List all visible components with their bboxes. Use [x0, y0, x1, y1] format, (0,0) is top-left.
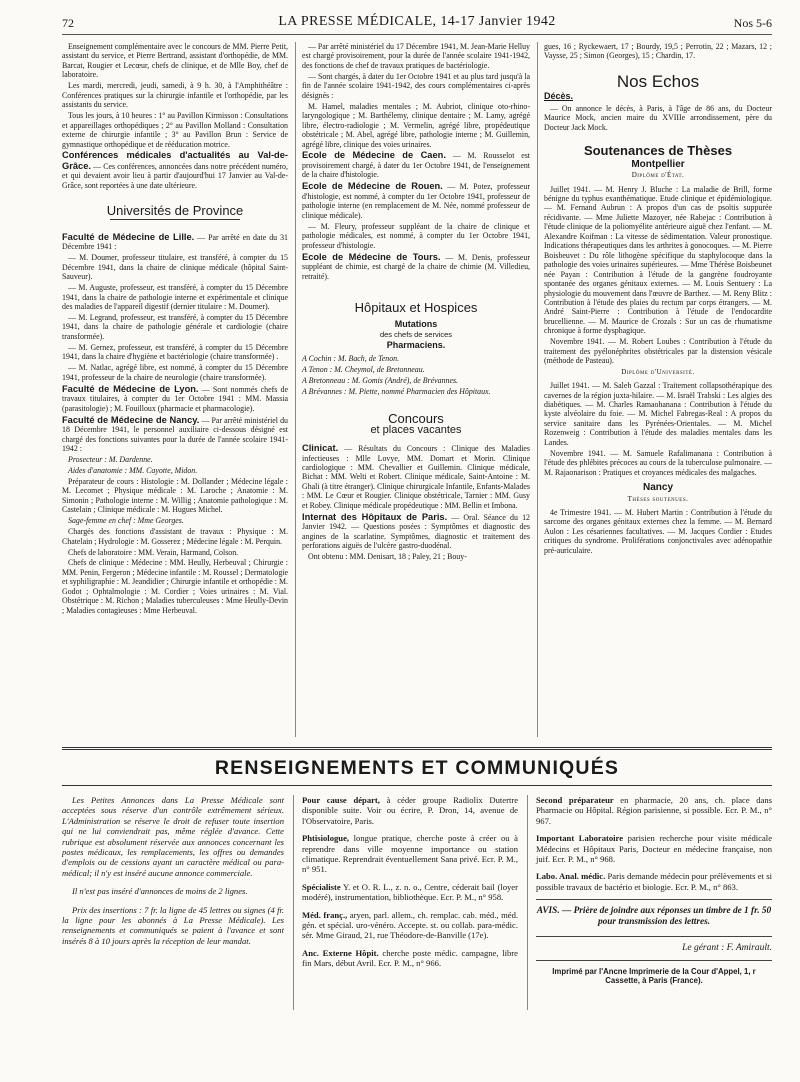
gerant-signature: Le gérant : F. Amirault.: [682, 943, 772, 954]
paragraph: — Par arrêté ministériel du 17 Décembre 1941, M. Jean-Marie Helluy est chargé provisoirement, pour la durée de l'année scolaire 1941-1942, des fonctions de chef de travaux pratiques de bactériologie.: [302, 42, 530, 70]
subheading: Conférences médicales d'actualités au Val-de-Grâce.: [62, 150, 288, 171]
ads-notice-column: [62, 795, 284, 954]
paragraph: — M. Doumer, professeur titulaire, est transféré, à compter du 15 Décembre 1941, dans la chaire de clinique médicale (hôpital Saint-Sauveur).: [62, 253, 288, 282]
section-title-concours: Concours: [388, 411, 444, 427]
classified-ad: Anc. Externe Hôpit. cherche poste médic. campagne, libre fin Mars, début Avril. Ecr. P. M., n° 966.: [302, 947, 518, 969]
printer-credit: Imprimé par l'Ancne Imprimerie de la Cour d'Appel, 1, r Cassette, à Paris (France).: [552, 966, 756, 986]
section-title-theses: Soutenances de Thèses: [583, 143, 733, 159]
classified-ad: Spécialiste Y. et O. R. L., z. n. o., Centre, céderait bail (loyer modéré), instrumentation, bibliothèque. Ecr. P. M., n° 958.: [302, 881, 518, 903]
avis-notice: AVIS. — Prière de joindre aux réponses un timbre de 1 fr. 50 pour transmission des lettres.: [536, 906, 772, 928]
paragraph: Chargés des fonctions d'assistant de travaux : Physique : M. Chatelain ; Hydrologie : M. Gosserez ; Médecine légale : M. Perquin.: [62, 527, 288, 546]
horizontal-rule: [62, 785, 772, 786]
classified-ad: Phtisiologue, longue pratique, cherche poste à créer ou à reprendre dans ville moyenne importance ou station climatique. Reprendrait éventuellement Sana privé. Ecr. P. M., n° 951.: [302, 833, 518, 875]
paragraph: Aides d'anatomie : MM. Cayotte, Midon.: [68, 465, 198, 475]
classified-ad: Important Laboratoire parisien recherche pour visite médicale Médecins et Hôpitaux Paris, Docteur en médecine française, non juif. Ecr. P. M., n° 968.: [536, 833, 773, 865]
issue-number: Nos 5-6: [733, 16, 772, 30]
column-divider: [537, 42, 538, 737]
subheading-deces: Décès.: [544, 91, 574, 102]
subheading: Internat des Hôpitaux de Paris.: [302, 511, 448, 522]
paragraph: Ont obtenu : MM. Denisart, 18 ; Paley, 21 ; Bouy-: [308, 552, 467, 562]
paragraph: — M. Legrand, professeur, est transféré, à compter du 15 Décembre 1941, dans la chaire de pathologie générale et cardiologie (chaire transformée).: [62, 313, 288, 341]
paragraph: Chefs de laboratoire : MM. Verain, Harmand, Colson.: [68, 547, 239, 557]
paragraph: — M. Gernez, professeur, est transféré, à compter du 15 Décembre 1941, dans la chaire d'hygiène et bactériologie (chaire transformée) .: [62, 342, 288, 362]
subheading: Faculté de Médecine de Lille.: [62, 231, 195, 242]
column-3: [544, 42, 772, 557]
ads-column-2: [302, 795, 518, 976]
paragraph: — Ces conférences, annoncées dans notre précédent numéro, et qui devaient avoir lieu à partir d'aujourd'hui 17 Janvier au Val-de-Grâce, sont reportées à une date ultérieure.: [62, 161, 288, 190]
divider: [536, 899, 772, 900]
classified-ad: Pour cause départ, à céder groupe Radiolix Dutertre disponible suite. Voir ou écrire, P. Dron, 14, avenue de l'Observatoire, Paris.: [302, 795, 519, 826]
bottom-columns: [62, 795, 772, 1025]
paragraph: A Bretonneau : M. Gomis (André), de Brévannes.: [302, 375, 459, 385]
paragraph: Novembre 1941. — M. Robert Loubes : Contribution à l'étude du traitement des pyélonéphrites obstétricales par la distension vésicale (méthode de Pasteau).: [544, 337, 772, 366]
paragraph: 4e Trimestre 1941. — M. Hubert Martin : Contribution à l'étude du sarcome des organes génitaux externes chez la femme. — M. Bernard Aulon : Les césariennes facultatives. — M. Jacques Cordier : Etudes critiques du syndrome. Proliférations conjonctivales avec adénopathie pré-auriculaire.: [544, 508, 772, 555]
paragraph: — M. Natlac, agrégé libre, est nommé, à compter du 15 Décembre 1941, professeur de la chaire de neurologie (chaire transformée).: [62, 363, 288, 382]
column-divider: [295, 42, 296, 737]
paragraph: Les mardi, mercredi, jeudi, samedi, à 9 h. 30, à l'Amphithéâtre : Conférences pratiques sur la chirurgie infantile et l'orthopédie, par les assistants du service.: [62, 81, 288, 110]
diploma-label: Diplôme d'État.: [631, 171, 685, 180]
subheading: Ecole de Médecine de Tours.: [302, 251, 441, 262]
page-number: 72: [62, 16, 74, 30]
paragraph: Sage-femme en chef : Mme Georges.: [68, 516, 184, 526]
paragraph: A Tenon : M. Cheymol, de Bretonneau.: [302, 364, 425, 374]
paragraph: Les Petites Annonces dans La Presse Médicale sont acceptées sous réserve d'un contrôle extrêmement sérieux. L'Administration se réserve le droit de refuser toute insertion qui ne lui conviendrait pas, même réglée d'avance. Cette rubrique est absolument réservée aux annonces concernant les postes médicaux, les remplacements, les offres ou demandes d'emplois ou de cessions ayant un caractère médical ou para-médical; il n'y est inséré aucune annonce commerciale.: [62, 795, 284, 878]
paragraph: Chefs de clinique : Médecine : MM. Heully, Herbeuval ; Chirurgie : MM. Penin, Fergeron ; Médecine infantile : M. Roussel ; Dermatologie et syphiligraphie : M. Jeandidier ; Chirurgie infantile et orthopédie : M. Godot ; Ophtalmologie : M. Cordier ; Voies urinaires : M. Vial. Obstétrique : M. Richon ; Maladies tuberculeuses : Mme Heully-Devin ; Maladies contagieuses : Mme Herbeuval.: [62, 558, 288, 615]
paragraph: Novembre 1941. — M. Samuele Rafalimanana : Contribution à l'étude des phlébites précoces au cours de la tuberculose pulmonaire. — M. Rajaonarison : Pratiques et croyances médicales des malgaches.: [544, 448, 772, 477]
paragraph: — M. Auguste, professeur, est transféré, à compter du 15 Décembre 1941, dans la chaire de pathologie interne et expérimentale et clinique des maladies de l'appareil digestif (dernier titulaire : M. Doumer).: [62, 283, 288, 312]
subheading-pharmaciens: Pharmaciens.: [386, 340, 446, 351]
subheading-mutations: Mutations: [394, 319, 438, 330]
paragraph: Juillet 1941. — M. Saleh Gazzal : Traitement collapsothérapique des cavernes de la région juxta-hilaire. — M. Israël Trabski : Les algies des diabétiques. — M. Charles Ramaohanana : Contribution à l'étude du kyste alvéolaire du foie. — M. Michel Fabregas-Real : A propos du service sanitaire dans les Pyrénées-Orientales. — M. Michel Rozenweig : Contribution à l'étude des maladies mentales dans les Landes.: [544, 381, 772, 447]
page-header: [62, 12, 772, 35]
paragraph: Prosecteur : M. Dardenne.: [68, 454, 153, 464]
divider: [536, 936, 772, 937]
section-subtitle: et places vacantes: [370, 423, 462, 436]
subheading-chefs: des chefs de services: [379, 329, 453, 339]
journal-title: LA PRESSE MÉDICALE, 14-17 Janvier 1942: [278, 14, 556, 29]
paragraph: — Sont chargés, à dater du 1er Octobre 1941 et au plus tard jusqu'à la fin de l'année scolaire 1941-1942, des cours complémentaires ci-après désignés :: [302, 71, 530, 100]
paragraph: M. Hamel, maladies mentales ; M. Aubriot, clinique oto-rhino-laryngologique ; M. Barthélemy, clinique dentaire ; M. Lamy, agrégé libre, électro-radiologie ; M. Vermelin, agrégé libre, propédeutique obstétricale ; M. Abel, agrégé libre, pathologie interne ; M. Guillemin, agrégé libre, clinique des voies urinaires.: [302, 101, 530, 149]
paragraph: A Cochin : M. Bach, de Tenon.: [302, 353, 400, 363]
newspaper-page: [62, 12, 773, 986]
subheading: Faculté de Médecine de Lyon.: [62, 383, 199, 394]
city-montpellier: Montpellier: [631, 158, 685, 170]
paragraph: Tous les jours, à 10 heures : 1° au Pavillon Kirmisson : Consultations et appareillages orthopédiques ; 2° au Pavillon Molland : Consultation externe de chirurgie infantile ; 3° au Pavillon Brun : Service de gymnastique orthopédique et de rééducation motrice.: [62, 111, 288, 149]
paragraph: Préparateur de cours : Histologie : M. Dollander ; Médecine légale : M. Lecomet ; Physique médicale : M. Laroche ; Anatomie : M. Simonin ; Pathologie interne : M. Willig ; Anatomie pathologique : M. Castelain ; Clinique médicale : M. Hugues Michel.: [62, 476, 288, 515]
subheading: Clinicat.: [302, 443, 339, 454]
theses-label: Thèses soutenues.: [627, 494, 689, 503]
section-title-hopitaux: Hôpitaux et Hospices: [354, 300, 478, 316]
ads-column-3: [536, 795, 772, 986]
horizontal-rule: [62, 747, 772, 748]
diploma-label: Diplôme d'Université.: [621, 367, 695, 376]
paragraph: — M. Fleury, professeur suppléant de la chaire de clinique et pathologie médicales, est nommé, à compter du 1er Octobre 1941, professeur d'histologie.: [302, 221, 530, 250]
horizontal-rule: [62, 749, 772, 750]
divider: [536, 960, 772, 961]
top-columns: [62, 42, 772, 742]
classified-ad: Second préparateur en pharmacie, 20 ans, ch. place dans Pharmacie ou Hôpital. Région parisienne, si possible. Ecr. P. M., n° 967.: [536, 795, 772, 826]
classified-ad: Labo. Anal. médic. Paris demande médecin pour prélèvements et si possible travaux de bactério et biologie. Ecr. P. M., n° 863.: [536, 871, 772, 892]
column-divider: [527, 795, 528, 1010]
section-title-universites: Universités de Province: [106, 203, 244, 219]
paragraph: Il n'est pas inséré d'annonces de moins de 2 lignes.: [72, 886, 248, 897]
city-nancy: Nancy: [642, 482, 673, 494]
classified-ad: Méd. franç., aryen, parl. allem., ch. remplac. cab. méd., méd. gén. et spécial. uro-vénéro. Accepte. st. ou collab. para-médic. sér. Mme Giraud, 21, rue Théodore-de-Banville (17e).: [302, 909, 519, 941]
column-2: — Par arrêté ministériel du 17 Décembre 1941, M. Jean-Marie Helluy est chargé provisoirement, pour la durée de l'année scolaire 1941-1942, des fonctions de chef de travaux pratiques de bactériologie. — Sont chargés, à dater du 1er Octobre 1941 et au plus tard jusqu'à la fin de l'année scolaire 1941-1942, des cours complémentaires ci-après désignés : M. Hamel, maladies mentales ; M. Aubriot, clinique oto-rhino-laryngologique ; M. Barthélemy, clinique dentaire ; M. Lamy, agrégé libre, électro-radiologie ; M. Vermelin, agrégé libre, propédeutique obstétricale ; M. Abel, agrégé libre, pathologie interne ; M. Guillemin, agrégé libre, clinique des voies urinaires. Ecole de Médecine de Caen. — M. Rousselot est provisoirement chargé, à dater du 1er Octobre 1941, de l'enseignement de la chaire d'histologie. Ecole de Médecine de Rouen. — M. Potez, professeur d'histologie, est nommé, à compter du 1er Octobre 1941, professeur de pathologie interne (en remplacement de M. Née, nommé professeur de clinique médicale). — M. Fleury, professeur suppléant de la chaire de clinique et pathologie médicales, est nommé, à compter du 1er Octobre 1941, professeur d'histologie. Ecole de Médecine de Tours. — M. Denis, professeur suppléant de chimie, est chargé de la chaire de chimie (M. Villedieu, retraité). Hôpitaux et Hospices Mutations des chefs de services Pharmaciens. A Cochin : M. Bach, de Tenon. A Tenon : M. Cheymol, de Bretonneau. A Bretonneau : M. Gomis (André), de Brévannes. A Brévannes : M. Piette, nommé Pharmacien des Hôpitaux. Concours et places vacantes Clinicat. — Résultats du Concours : Clinique des Maladies infectieuses : Mlle Lovye, MM. Domart et Morin. Clinique cardiologique : MM. Chevallier et Guillemin. Clinique médicale, Bichat : MM. Welti et Robert. Clinique médicale, Saint-Antoine : M. Ghali (à titre étranger). Clinique chirurgicale Infantile, Enfants-Malades : MM. Le Cœur et Rougier. Clinique obstétricale, Tarnier : MM. Gusy et Robey. Clinique médicale propédeutique : MM. Bellin et Imbona. Internat des Hôpitaux de Paris. — Oral. Séance du 12 Janvier 1942. — Questions posées : Symptômes et diagnostic des angines de la scarlatine. Symptômes, diagnostic et traitement des perforations aiguës de l'ulcère gastro-duodénal. Ont obtenu : MM. Denisart, 18 ; Paley, 21 ; Bouy-: [302, 42, 530, 562]
subheading: Ecole de Médecine de Caen.: [302, 150, 446, 161]
renseignements-title: RENSEIGNEMENTS ET COMMUNIQUÉS: [214, 757, 620, 779]
section-title-echos: Nos Echos: [616, 71, 700, 91]
paragraph: Prix des insertions : 7 fr. la ligne de 45 lettres ou signes (4 fr. la ligne pour les abonnés à La Presse Médicale). Les renseignements et communiqués se paient à l'avance et sont insérés 8 à 10 jours après la réception de leur mandat.: [62, 904, 284, 946]
paragraph: gues, 16 ; Ryckewaert, 17 ; Bourdy, 19,5 ; Perrotin, 22 ; Mazars, 12 ; Vaysse, 25 ; Simon (Georges), 15 ; Chardin, 17.: [544, 42, 772, 61]
column-1: Enseignement complémentaire avec le concours de MM. Pierre Petit, assistant du service, et Pierre Bertrand, assistant d'orthopédie, de MM. Barcat, Rougier et Lecœur, chefs de clinique, et de Mlle Boy, chef de laboratoire. Les mardi, mercredi, jeudi, samedi, à 9 h. 30, à l'Amphithéâtre : Conférences pratiques sur la chirurgie infantile et l'orthopédie, par les assistants du service. Tous les jours, à 10 heures : 1° au Pavillon Kirmisson : Consultations et appareillages orthopédiques ; 2° au Pavillon Molland : Consultation externe de chirurgie infantile ; 3° au Pavillon Brun : Service de gymnastique orthopédique et de rééducation motrice. Conférences médicales d'actualités au Val-de-Grâce. — Ces conférences, annoncées dans notre précédent numéro, et qui devaient avoir lieu à partir d'aujourd'hui 17 Janvier au Val-de-Grâce, sont reportées à une date ultérieure. Universités de Province Faculté de Médecine de Lille. — Par arrêté en date du 31 Décembre 1941 : — M. Doumer, professeur titulaire, est transféré, à compter du 15 Décembre 1941, dans la chaire de clinique médicale (hôpital Saint-Sauveur). — M. Auguste, professeur, est transféré, à compter du 15 Décembre 1941, dans la chaire de pathologie interne et expérimentale et clinique des maladies de l'appareil digestif (dernier titulaire : M. Doumer). — M. Legrand, professeur, est transféré, à compter du 15 Décembre 1941, dans la chaire de pathologie générale et cardiologie (chaire transformée). — M. Gernez, professeur, est transféré, à compter du 15 Décembre 1941, dans la chaire d'hygiène et bactériologie (chaire transformée) . — M. Natlac, agrégé libre, est nommé, à compter du 15 Décembre 1941, professeur de la chaire de neurologie (chaire transformée). Faculté de Médecine de Lyon. — Sont nommés chefs de travaux titulaires, à compter du 1er Octobre 1941 : MM. Massia (parasitologie) ; M. Fouilloux (pharmacie et pharmacologie). Faculté de Médecine de Nancy. — Par arrêté ministériel du 18 Décembre 1941, le personnel auxiliaire ci-dessous désigné est chargé des fonctions suivantes pour la durée de l'année scolaire 1941-1942 : Prosecteur : M. Dardenne. Aides d'anatomie : MM. Cayotte, Midon. Préparateur de cours : Histologie : M. Dollander ; Médecine légale : M. Lecomet ; Physique médicale : M. Laroche ; Anatomie : M. Simonin ; Pathologie interne : M. Willig ; Anatomie pathologique : M. Castelain ; Clinique médicale : M. Hugues Michel. Sage-femme en chef : Mme Georges. Chargés des fonctions d'assistant de travaux : Physique : M. Chatelain ; Hydrologie : M. Gosserez ; Médecine légale : M. Perquin. Chefs de laboratoire : MM. Verain, Harmand, Colson. Chefs de clinique : Médecine : MM. Heully, Herbeuval ; Chirurgie : MM. Penin, Fergeron ; Médecine infantile : M. Roussel ; Dermatologie et syphiligraphie : M. Jeandidier ; Chirurgie infantile et orthopédie : M. Godot ; Ophtalmologie : M. Cordier ; Voies urinaires : M. Vial. Obstétrique : M. Richon ; Maladies tuberculeuses : Mme Heully-Devin ; Maladies contagieuses : Mme Herbeuval.: [62, 42, 288, 615]
paragraph: Juillet 1941. — M. Henry J. Bluche : La maladie de Brill, forme bénigne du typhus exanthématique. Etude clinique et épidémiologique. — M. Fernand Aubrun : A propos d'un cas de psoïtis suppurée récidivante. — Mme Juliette Mazoyer, née Rabejac : Contribution à l'étude clinique de la poliomyélite antérieure aiguë chez l'enfant. — M. Alexandre Koifman : La vitesse de sédimentation. Valeur pronostique. Indications thérapeutiques dans les arthrites à gonocoques. — M. Pierre Boisbeuvet : Du rôle lithogène spécifique du staphylocoque dans la pathologie des voies urinaires supérieures. — Mme Thérèse Boisbeunet née Payan : Contribution à l'étude de la gangrène foudroyante spontanée des organes génitaux externes. — M. Louis Sentuery : La physiologie du mouvement dans l'œuvre de Barthez. — M. Reny Blitz : Contribution à l'étude des plaies du rectum par corps étrangers. — M. André Saint-Pierre : Contribution à l'étude de l'endocardite brucellienne. — M. Maurice de Crozals : Sur un cas de rhumatisme chronique à forme dysphagique.: [544, 184, 772, 336]
paragraph: A Brévannes : M. Piette, nommé Pharmacien des Hôpitaux.: [302, 386, 491, 396]
subheading: Faculté de Médecine de Nancy.: [62, 414, 200, 425]
paragraph: Enseignement complémentaire avec le concours de MM. Pierre Petit, assistant du service, et Pierre Bertrand, assistant d'orthopédie, de MM. Barcat, Rougier et Lecœur, chefs de clinique, et de Mlle Boy, chef de laboratoire.: [62, 42, 288, 80]
column-divider: [293, 795, 294, 1010]
subheading: Ecole de Médecine de Rouen.: [302, 181, 443, 192]
paragraph: — On annonce le décès, à Paris, à l'âge de 86 ans, du Docteur Maurice Mock, ancien maire du XVIIIe arrondissement, père du Docteur Jack Mock.: [544, 103, 772, 132]
